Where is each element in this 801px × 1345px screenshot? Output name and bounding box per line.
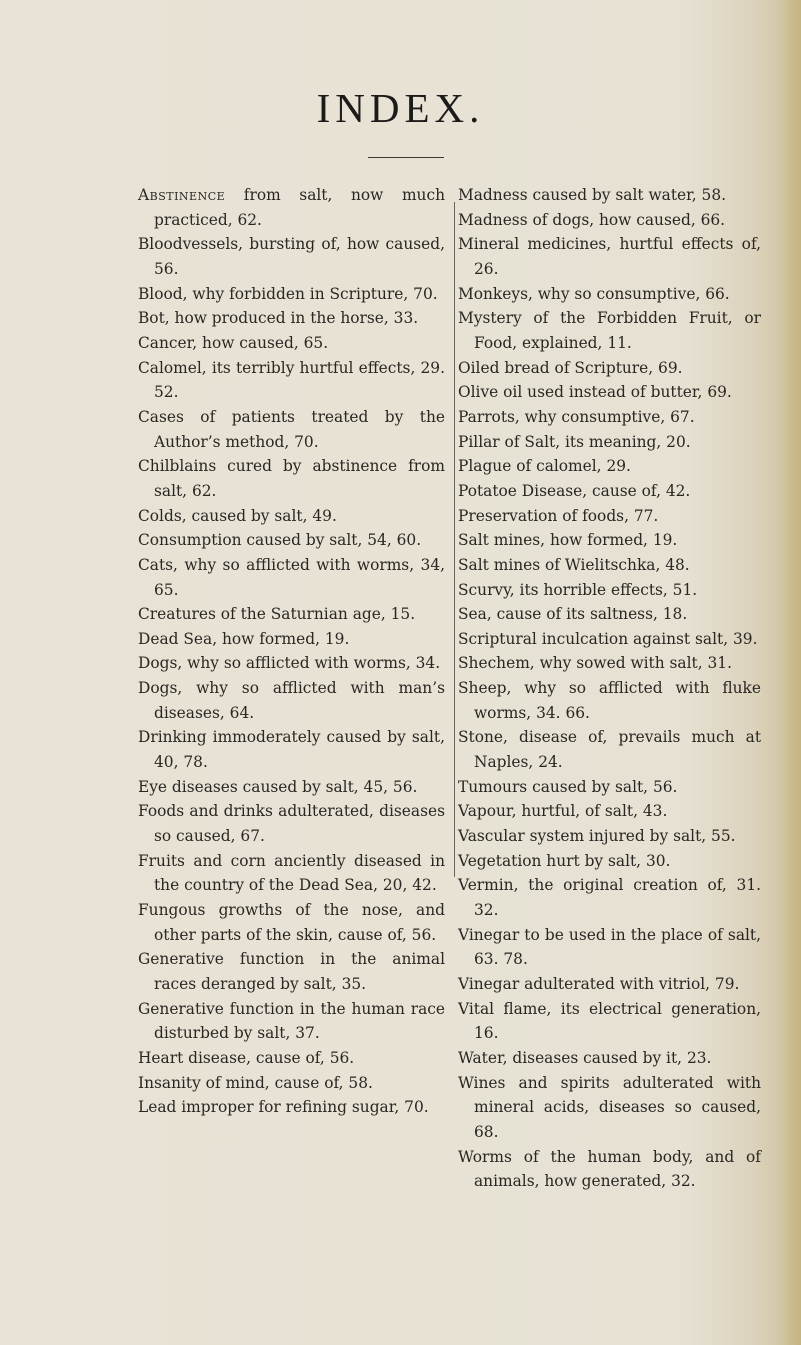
index-entry: Vascular system injured by salt, 55. xyxy=(458,827,736,846)
index-entry: Vinegar to be used in the place of salt, 63. 78. xyxy=(458,925,761,969)
index-entry: Mineral medicines, hurtful effects of, 26. xyxy=(458,235,761,278)
index-entry: Plague of calomel, 29. xyxy=(458,457,631,476)
index-entry: Preservation of foods, 77. xyxy=(458,506,659,525)
index-entry: Lead improper for refining sugar, 70. xyxy=(138,1098,429,1117)
index-entry: Parrots, why consumptive, 67. xyxy=(458,407,695,426)
page-edge-shadow xyxy=(779,0,801,1345)
index-entry: Mystery of the Forbidden Fruit, or Food, explained, 11. xyxy=(458,309,761,352)
index-entry: Drinking immoderately caused by salt, 40, 78. xyxy=(138,728,445,772)
index-entry: Calomel, its terribly hurtful effects, 29. 52. xyxy=(138,358,445,402)
index-entry: Cats, why so afflicted with worms, 34, 65. xyxy=(138,555,445,599)
index-entry: Olive oil used instead of butter, 69. xyxy=(458,383,732,402)
index-entry: Creatures of the Saturnian age, 15. xyxy=(138,605,416,624)
index-entry: Madness caused by salt water, 58. xyxy=(458,186,727,204)
index-entry: Sea, cause of its saltness, 18. xyxy=(458,605,688,624)
index-entry: Salt mines, how formed, 19. xyxy=(458,531,678,550)
index-entry: Generative function in the human race disturbed by salt, 37. xyxy=(138,999,445,1043)
index-entry: Eye diseases caused by salt, 45, 56. xyxy=(138,777,418,796)
index-entry: Fungous growths of the nose, and other parts of the skin, cause of, 56. xyxy=(138,901,445,944)
index-entry: Chilblains cured by abstinence from salt, 62. xyxy=(138,457,445,500)
index-entry: Sheep, why so afflicted with fluke worms, 34. 66. xyxy=(458,679,761,722)
index-entry: Generative function in the animal races deranged by salt, 35. xyxy=(138,950,445,993)
index-column-right xyxy=(458,183,761,1194)
index-entry: Vegetation hurt by salt, 30. xyxy=(458,851,671,870)
index-entry-head: Abstinence xyxy=(138,186,226,204)
index-entry: Oiled bread of Scripture, 69. xyxy=(458,358,683,377)
index-entry: Bot, how produced in the horse, 33. xyxy=(138,309,419,328)
index-entry: Tumours caused by salt, 56. xyxy=(458,777,678,796)
index-entry: Scriptural inculcation against salt, 39. xyxy=(458,629,758,648)
index-entry-text: from salt, now much practiced, 62. xyxy=(154,186,445,229)
index-entry xyxy=(138,183,445,232)
index-entry: Vital flame, its electrical generation, 16. xyxy=(458,999,761,1043)
index-entry: Monkeys, why so consumptive, 66. xyxy=(458,284,730,303)
title-rule xyxy=(368,157,444,158)
index-entry: Cases of patients treated by the Author’s method, 70. xyxy=(138,407,445,451)
index-column-left xyxy=(138,183,445,1120)
index-entry: Consumption caused by salt, 54, 60. xyxy=(138,531,422,550)
index-entry: Foods and drinks adulterated, diseases so caused, 67. xyxy=(138,802,445,846)
index-entry: Worms of the human body, and of animals, how generated, 32. xyxy=(458,1147,761,1191)
index-entry: Vapour, hurtful, of salt, 43. xyxy=(458,802,668,821)
index-entry: Dead Sea, how formed, 19. xyxy=(138,629,350,648)
index-entry: Vermin, the original creation of, 31. 32. xyxy=(458,876,761,920)
column-divider xyxy=(454,202,455,877)
index-entry: Wines and spirits adulterated with mineral acids, diseases so caused, 68. xyxy=(458,1073,761,1141)
index-entry: Heart disease, cause of, 56. xyxy=(138,1048,355,1067)
page-title: INDEX. xyxy=(316,85,485,131)
index-entry: Scurvy, its horrible effects, 51. xyxy=(458,580,698,599)
index-entry: Potatoe Disease, cause of, 42. xyxy=(458,481,691,500)
index-entry: Fruits and corn anciently diseased in the country of the Dead Sea, 20, 42. xyxy=(138,851,445,895)
index-entry: Colds, caused by salt, 49. xyxy=(138,506,337,525)
index-entry: Cancer, how caused, 65. xyxy=(138,333,329,352)
index-entry: Madness of dogs, how caused, 66. xyxy=(458,210,726,229)
index-entry: Pillar of Salt, its meaning, 20. xyxy=(458,432,691,451)
index-entry: Vinegar adulterated with vitriol, 79. xyxy=(458,975,740,993)
index-entry: Dogs, why so afflicted with man’s diseases, 64. xyxy=(138,679,445,722)
index-entry: Blood, why forbidden in Scripture, 70. xyxy=(138,284,438,303)
index-entry: Water, diseases caused by it, 23. xyxy=(458,1048,712,1067)
index-entry: Insanity of mind, cause of, 58. xyxy=(138,1073,373,1092)
index-entry: Salt mines of Wielitschka, 48. xyxy=(458,555,690,574)
index-entry: Bloodvessels, bursting of, how caused, 56. xyxy=(138,235,445,278)
index-entry: Dogs, why so afflicted with worms, 34. xyxy=(138,654,441,673)
index-entry: Stone, disease of, prevails much at Naples, 24. xyxy=(458,728,761,772)
index-entry: Shechem, why sowed with salt, 31. xyxy=(458,654,732,673)
